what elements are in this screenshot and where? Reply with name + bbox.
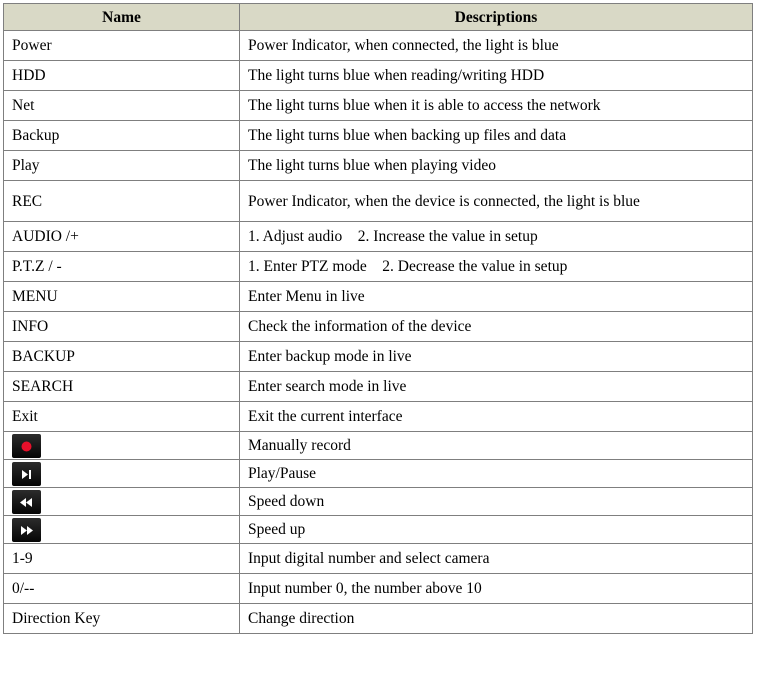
table-row — [4, 252, 753, 282]
row-description: Input number 0, the number above 10 — [240, 574, 753, 604]
row-name-digits: 1-9 — [4, 544, 240, 574]
name-column-header: Name — [4, 4, 240, 31]
row-description: Enter Menu in live — [240, 282, 753, 312]
table-row — [4, 372, 753, 402]
row-description: The light turns blue when it is able to access the network — [240, 91, 753, 121]
row-name-hdd: HDD — [4, 61, 240, 91]
table-row — [4, 312, 753, 342]
row-icon-cell — [4, 432, 240, 460]
table-row — [4, 91, 753, 121]
table-row — [4, 516, 753, 544]
row-description: Power Indicator, when connected, the light is blue — [240, 31, 753, 61]
row-name-ptz: P.T.Z / - — [4, 252, 240, 282]
table-row — [4, 488, 753, 516]
table-row — [4, 282, 753, 312]
row-description: Check the information of the device — [240, 312, 753, 342]
table-row — [4, 544, 753, 574]
row-name-power: Power — [4, 31, 240, 61]
table-row — [4, 574, 753, 604]
play-pause-button-icon — [12, 462, 41, 486]
button-description-table — [3, 3, 753, 634]
row-name-exit: Exit — [4, 402, 240, 432]
row-description: Exit the current interface — [240, 402, 753, 432]
table-row — [4, 460, 753, 488]
table-row — [4, 342, 753, 372]
table-row — [4, 604, 753, 634]
table-row — [4, 31, 753, 61]
table-row — [4, 402, 753, 432]
row-description: Speed up — [240, 516, 753, 544]
table-row — [4, 432, 753, 460]
row-icon-cell — [4, 488, 240, 516]
row-description: Enter search mode in live — [240, 372, 753, 402]
rewind-button-icon — [12, 490, 41, 514]
record-button-icon — [12, 434, 41, 458]
table-row — [4, 61, 753, 91]
row-name-search: SEARCH — [4, 372, 240, 402]
row-name-zero: 0/-- — [4, 574, 240, 604]
row-description: 1. Adjust audio 2. Increase the value in setup — [240, 222, 753, 252]
row-name-play: Play — [4, 151, 240, 181]
row-description: Input digital number and select camera — [240, 544, 753, 574]
row-name-audio: AUDIO /+ — [4, 222, 240, 252]
table-row — [4, 222, 753, 252]
row-description: Change direction — [240, 604, 753, 634]
row-name-backup-key: BACKUP — [4, 342, 240, 372]
table-row — [4, 181, 753, 222]
row-name-rec: REC — [4, 181, 240, 222]
row-description: The light turns blue when backing up files and data — [240, 121, 753, 151]
row-name-direction-key: Direction Key — [4, 604, 240, 634]
row-icon-cell — [4, 516, 240, 544]
row-name-net: Net — [4, 91, 240, 121]
row-description: The light turns blue when playing video — [240, 151, 753, 181]
row-description: The light turns blue when reading/writing HDD — [240, 61, 753, 91]
row-icon-cell — [4, 460, 240, 488]
row-description: 1. Enter PTZ mode 2. Decrease the value in setup — [240, 252, 753, 282]
row-description: Power Indicator, when the device is connected, the light is blue — [240, 181, 753, 222]
row-description: Play/Pause — [240, 460, 753, 488]
table-row — [4, 151, 753, 181]
row-name-backup: Backup — [4, 121, 240, 151]
row-name-menu: MENU — [4, 282, 240, 312]
row-description: Enter backup mode in live — [240, 342, 753, 372]
descriptions-column-header: Descriptions — [240, 4, 753, 31]
row-description: Speed down — [240, 488, 753, 516]
row-name-info: INFO — [4, 312, 240, 342]
table-row — [4, 121, 753, 151]
table-header-row — [4, 4, 753, 31]
fast-forward-button-icon — [12, 518, 41, 542]
row-description: Manually record — [240, 432, 753, 460]
